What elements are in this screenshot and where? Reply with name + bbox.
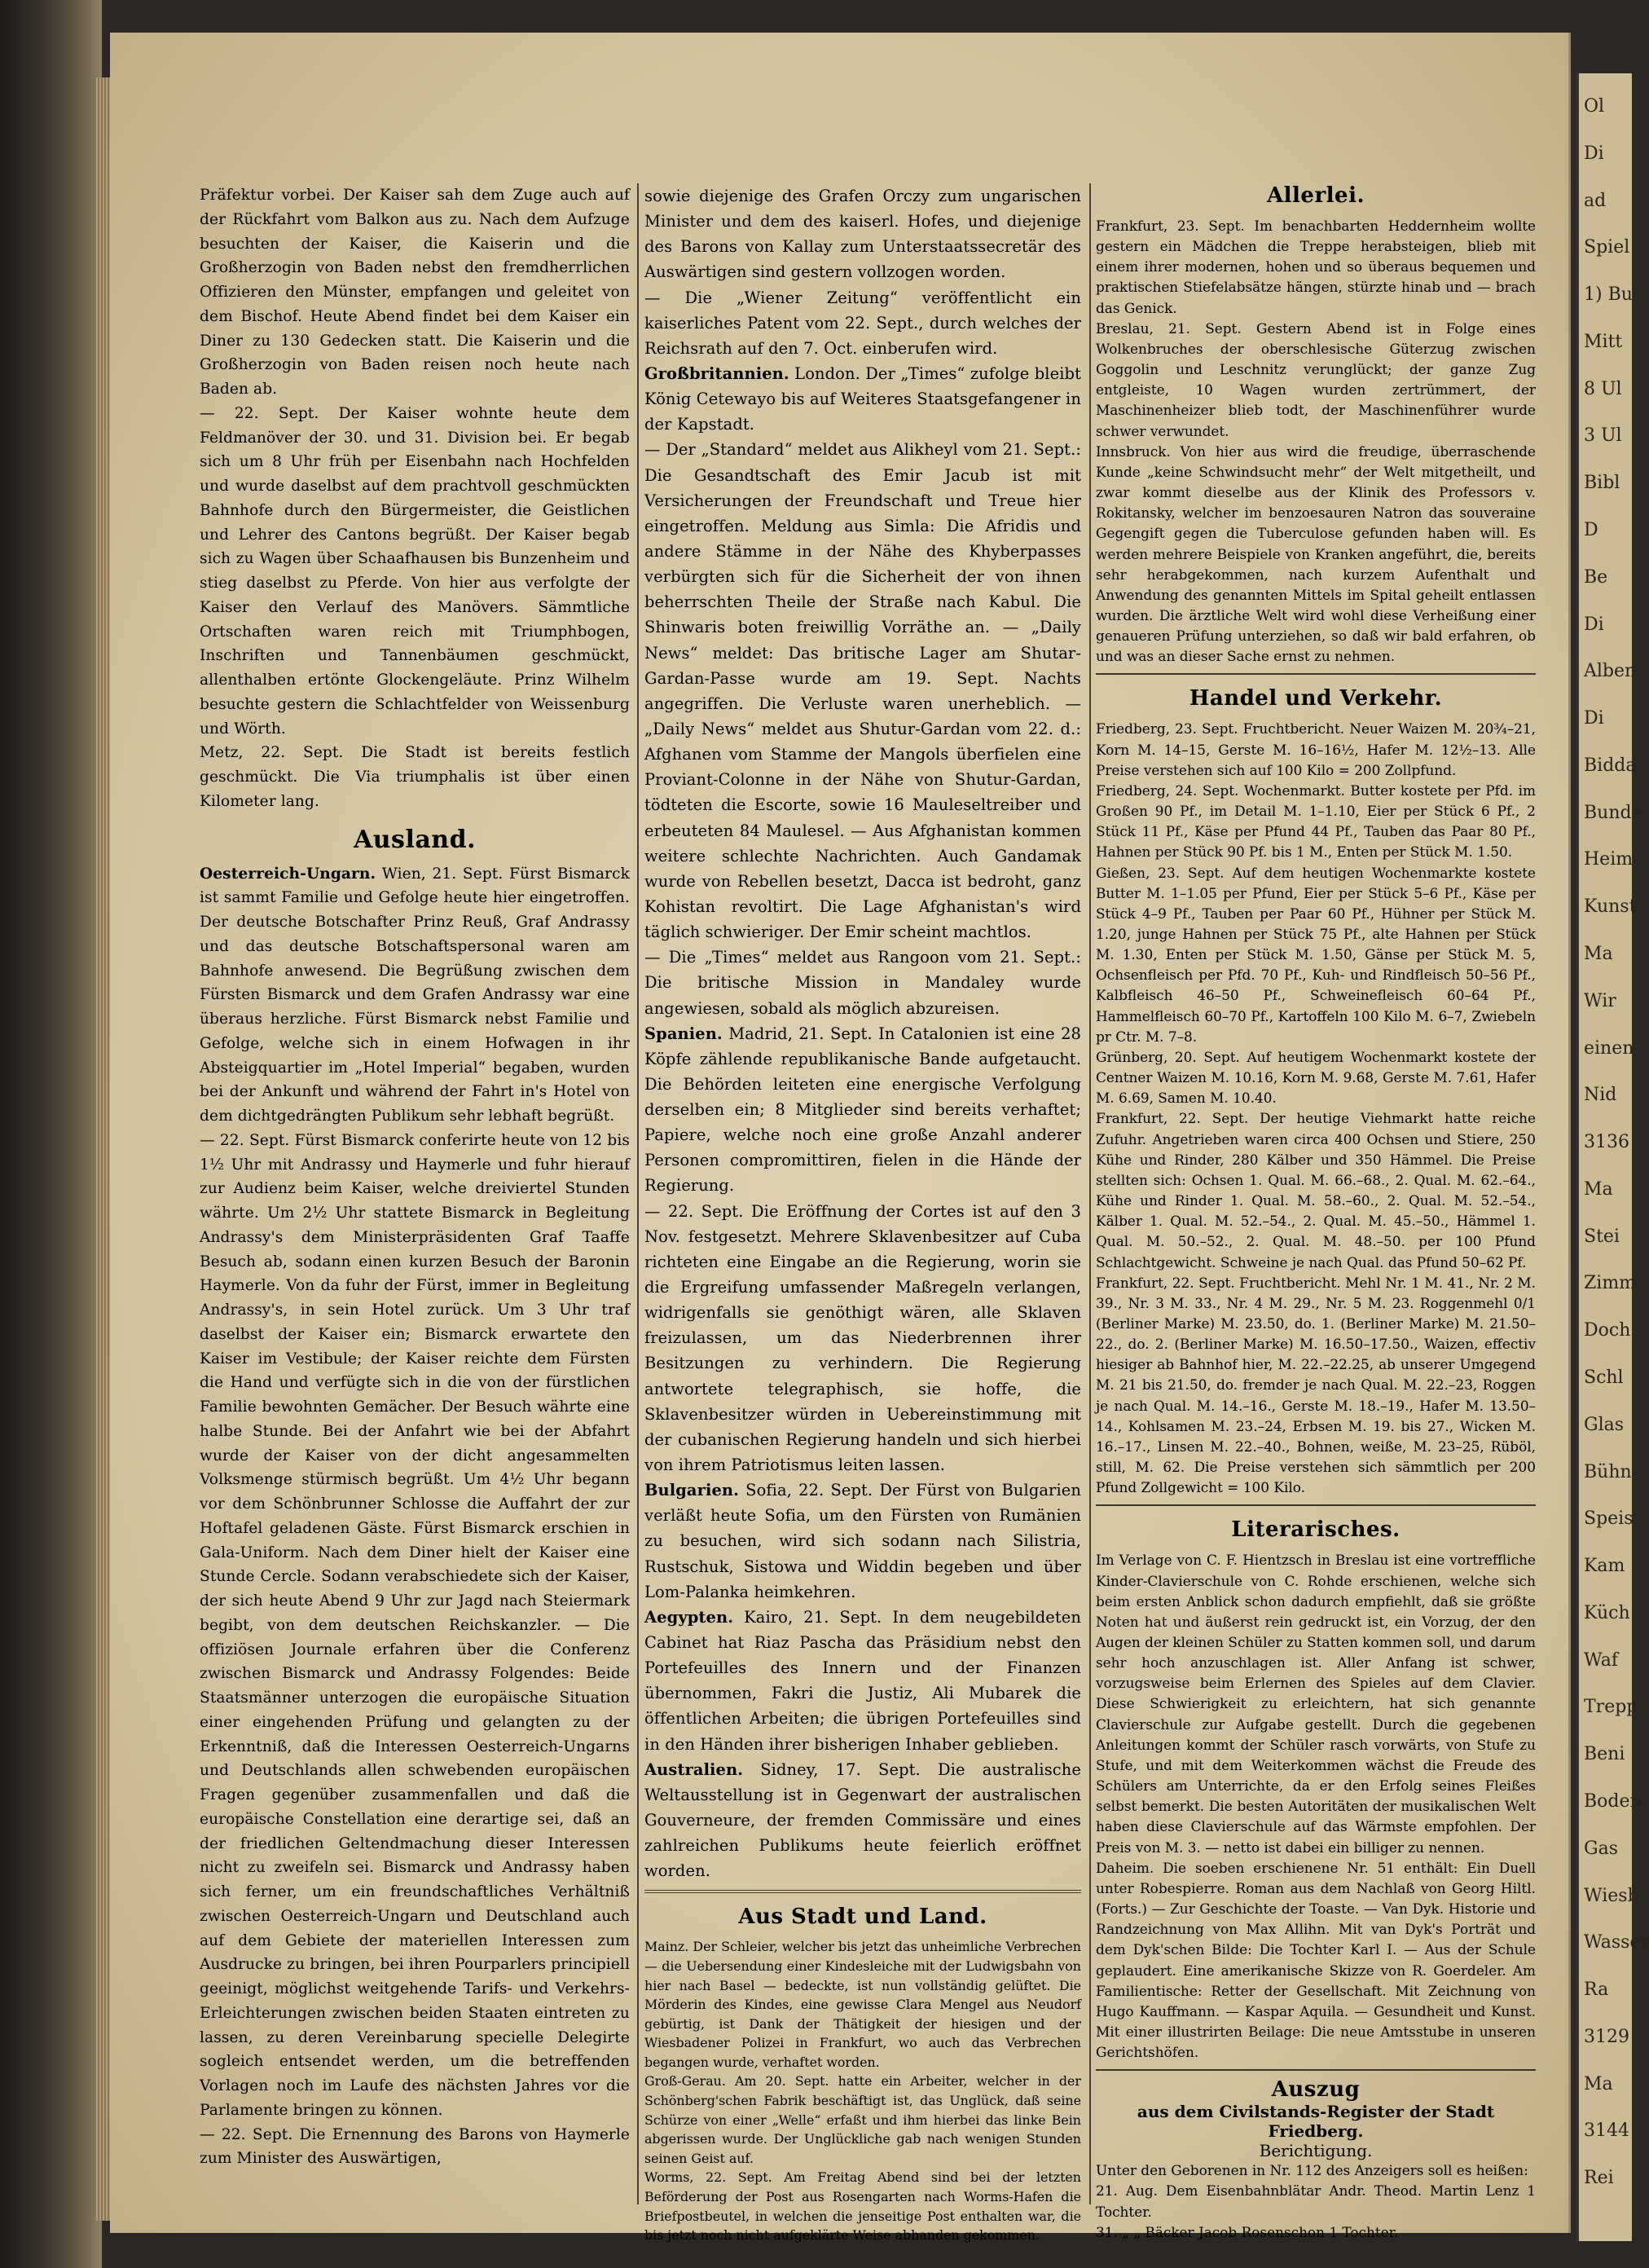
adjacent-page-fragment: Ma	[1584, 2073, 1613, 2094]
article-text: Madrid, 21. Sept. In Catalonien ist eine 28 Köpfe zählende republikanische Bande aufgetaucht. Die Behörden leiteten eine energische Verfolgung derselben ein; 8 Mitglieder sind bereits verhaftet; Papiere, welche noch eine große Anzahl anderer Personen compromittiren, fielen in die Hände der Regierung.	[644, 1024, 1081, 1196]
adjacent-page-fragment: ad	[1584, 190, 1607, 211]
country-label: Aegypten.	[644, 1607, 734, 1627]
article-strassburg-2: — 22. Sept. Der Kaiser wohnte heute dem Feldmanöver der 30. und 31. Division bei. Er begab sich um 8 Uhr früh per Eisenbahn nach Hochfelden und wurde daselbst auf dem prachtvoll geschmückten Bahnhofe durch den Bürgermeister, die Geistlichen und Lehrer des Cantons begrüßt. Der Kaiser begab sich zu Wagen über Schaafhausen bis Bunzenheim und stieg daselbst zu Pferde. Von hier aus verfolgte der Kaiser den Verlauf des Manövers. Sämmtliche Ortschaften waren reich mit Triumphbogen, Inschriften und Tannenbäumen geschmückt, allenthalben ertönte Glockengeläute. Prinz Wilhelm besuchte gestern die Schlachtfelder von Weissenburg und Wörth.	[200, 404, 630, 738]
register-subtitle: aus dem Civilstands-Register der Stadt Friedberg.	[1137, 2102, 1495, 2142]
adjacent-page-fragment: Rei	[1584, 2168, 1614, 2189]
market-frankfurt-frucht: Frankfurt, 22. Sept. Fruchtbericht. Mehl Nr. 1 M. 41., Nr. 2 M. 39., Nr. 3 M. 33., Nr. 4 M. 29., Nr. 5 M. 23. Roggenmehl 0/1 (Berliner Marke) M. 23.50, do. 1. (Berliner Marke) M. 21.50–22., do. 2. (Berliner Marke) M. 16.50–17.50., Waizen, effectiv hiesiger ab Bahnhof hier, M. 22.–22.25, ab unserer Umgegend M. 21 bis 21.50, do. fremder je nach Qual. M. 22.–23, Roggen je nach Qual. M. 14.–16., Gerste M. 18.–19., Hafer M. 13.50–14., Kohlsamen M. 23.–24, Erbsen M. 19. bis 27., Wicken M. 16.–17., Linsen M. 22.–40., Bohnen, weiße, M. 23–25, Rüböl, still, M. 62. Die Preise verstehen sich sämmtlich per 200 Pfund Zollgewicht = 100 Kilo.	[1096, 1274, 1536, 1496]
adjacent-page-fragment: 3 Ul	[1584, 425, 1622, 447]
adjacent-page-fragment: Heim	[1584, 849, 1634, 870]
column-3	[1096, 183, 1536, 2243]
article-gross-gerau: Groß-Gerau. Am 20. Sept. hatte ein Arbeiter, welcher in der Schönberg'schen Fabrik beschäftigt ist, das Unglück, daß seine Schürze von einer „Welle“ erfaßt und ihm hierbei das linke Bein abgerissen wurde. Der Unglückliche gab nach wenigen Stunden seinen Geist auf.	[644, 2073, 1081, 2166]
adjacent-page-fragment: Glas	[1584, 1414, 1625, 1435]
article-spanien	[644, 1021, 1081, 1199]
adjacent-page-fragment: Schl	[1584, 1367, 1624, 1388]
article-text: Kairo, 21. Sept. In dem neugebildeten Cabinet hat Riaz Pascha das Präsidium nebst den Portefeuilles des Innern und der Finanzen übernommen, Fakri die Justiz, Ali Mubarek die öffentlichen Arbeiten; die übrigen Portefeuilles sind in den Händen ihrer bisherigen Inhaber geblieben.	[644, 1607, 1081, 1754]
market-friedberg-frucht: Friedberg, 23. Sept. Fruchtbericht. Neuer Waizen M. 20¾–21, Korn M. 14–15, Gerste M. 16–16½, Hafer M. 12½–13. Alle Preise verstehen sich auf 100 Kilo = 200 Zollpfund.	[1096, 720, 1536, 778]
market-gruenberg: Grünberg, 20. Sept. Auf heutigem Wochenmarkt kostete der Centner Waizen M. 10.16, Korn M. 9.68, Gerste M. 7.61, Hafer M. 6.69, Samen M. 10.40.	[1096, 1048, 1536, 1107]
section-heading-auszug: Auszug	[1271, 2077, 1361, 2103]
adjacent-page-fragment: Boden	[1584, 1791, 1642, 1812]
section-divider	[644, 1890, 1081, 1893]
adjacent-page-fragment: Doch	[1584, 1320, 1631, 1341]
section-heading-allerlei: Allerlei.	[1266, 183, 1365, 208]
country-label: Bulgarien.	[644, 1481, 740, 1500]
adjacent-page-fragment: 1) Bu	[1584, 284, 1633, 306]
column-2	[644, 183, 1081, 2245]
adjacent-page-fragment: einen	[1584, 1037, 1634, 1059]
article-ernennung: sowie diejenige des Grafen Orczy zum ungarischen Minister und dem des kaiserl. Hofes, und diejenige des Barons von Kallay zum Unterstaatssecretär des Auswärtigen sind gestern vollzogen worden.	[644, 187, 1081, 282]
adjacent-page-fragment: Zimm	[1584, 1273, 1637, 1294]
adjacent-page-fragment: Wiesb	[1584, 1885, 1639, 1906]
adjacent-page-fragment: Ma	[1584, 1178, 1613, 1200]
adjacent-page-fragment: Di	[1584, 708, 1604, 729]
adjacent-page-fragment: Beni	[1584, 1744, 1625, 1765]
column-1	[200, 183, 630, 2171]
register-entry-2: 31. „ „ Bäcker Jacob Rosenschon 1 Tochter.	[1096, 2223, 1399, 2240]
adjacent-page-fragment: Nid	[1584, 1085, 1617, 1106]
literary-clavierschule: Im Verlage von C. F. Hientzsch in Breslau ist eine vortreffliche Kinder-Clavierschule von C. Rohde erschienen, welche sich beim ersten Anblick schon dadurch empfiehlt, daß sie größte Noten hat und äußerst rein gedruckt ist, ein Vorzug, der den Augen der kleinen Schüler zu Statten kommen soll, und darum sehr hoch anzuschlagen ist. Aller Anfang ist schwer, vorzugsweise beim Erlernen des Spieles auf dem Clavier. Diese Schwierigkeit zu erleichtern, hat sich genannte Clavierschule zur Aufgabe gestellt. Durch die gegebenen Anleitungen kommt der Schüler rasch vorwärts, von Stufe zu Stufe, und mit dem Weiterkommen wächst die Freude des Schülers am Unterrichte, da er den Erfolg seines Fleißes selbst bemerkt. Die besten Autoritäten der musikalischen Welt haben diese Clavierschule auf das Wärmste empfohlen. Der Preis von M. 3. — netto ist dabei ein billiger zu nennen.	[1096, 1552, 1536, 1856]
article-text: London. Der „Times“ zufolge bleibt König Cetewayo bis auf Weiteres Staatsgefangener in der Kapstadt.	[644, 363, 1081, 434]
article-worms: Worms, 22. Sept. Am Freitag Abend sind bei der letzten Beförderung der Post aus Rosengarten nach Worms-Hafen die Briefpostbeutel, in welchen die jenseitige Post enthalten war, die bis jetzt noch nicht aufgeklärte Weise abhanden gekommen.	[644, 2169, 1081, 2244]
section-heading-handel: Handel und Verkehr.	[1189, 686, 1443, 711]
adjacent-page-fragment: 3136	[1584, 1132, 1629, 1153]
register-entry-1: 21. Aug. Dem Eisenbahnblätar Andr. Theod. Martin Lenz 1 Tochter.	[1096, 2182, 1536, 2220]
article-aegypten	[644, 1605, 1081, 1757]
adjacent-page-fragment: Gas	[1584, 1838, 1618, 1859]
article-mainz: Mainz. Der Schleier, welcher bis jetzt das unheimliche Verbrechen — die Uebersendung einer Kindesleiche mit der Ludwigsbahn von hier nach Basel — bedeckte, ist nun vollständig gelüftet. Die Mörderin des Kindes, eine gewisse Clara Mengel aus Neudorf gebürtig, ist Dank der Thätigkeit der hiesigen und der Wiesbadener Polizei in Frankfurt, wo auch das Verbrechen begangen wurde, verhaftet worden.	[644, 1939, 1081, 2070]
article-bulgarien	[644, 1478, 1081, 1605]
article-times: — Die „Times“ meldet aus Rangoon vom 21. Sept.: Die britische Mission in Mandaley wurde angewiesen, sobald als möglich abzureisen.	[644, 948, 1081, 1018]
country-label: Großbritannien.	[644, 363, 789, 383]
article-text: Wien, 21. Sept. Fürst Bismarck ist sammt Familie und Gefolge heute hier eingetroffen. Der deutsche Botschafter Prinz Reuß, Graf Andrassy und das deutsche Botschaftspersonal waren am Bahnhofe anwesend. Die Begrüßung zwischen dem Fürsten Bismarck und dem Grafen Andrassy war eine überaus herzliche. Fürst Bismarck nebst Familie und Gefolge, welche sich in einem Hofwagen in ihr Absteigquartier im „Hotel Imperial“ begaben, wurden bei der Ankunft und während der Fahrt in's Hotel von dem dichtgedrängten Publikum sehr lebhaft begrüßt.	[200, 865, 630, 1125]
article-standard: — Der „Standard“ meldet aus Alikheyl vom 21. Sept.: Die Gesandtschaft des Emir Jacub ist mit Versicherungen der Freundschaft und Treue hier eingetroffen. Meldung aus Simla: Die Afridis und andere Stämme in der Nähe des Khyberpasses verbürgten sich für die Sicherheit der von ihnen beherrschten Theile der Straße nach Kabul. Die Shinwaris boten freiwillig Vorräthe an. — „Daily News“ meldet: Das britische Lager am Shutar-Gardan-Passe wurde am 19. Sept. Nachts angegriffen. Die Verluste waren unerheblich. — „Daily News“ meldet aus Shutur-Gardan vom 22. d.: Afghanen vom Stamme der Mangols überfielen eine Proviant-Colonne in der Nähe von Shutur-Gardan, tödteten die Escorte, sowie 16 Mauleseltreiber und erbeuteten 84 Maulesel. — Aus Afghanistan kommen weitere schlechte Nachrichten. Auch Gandamak wurde von Rebellen besetzt, Dacca ist bedroht, ganz Kohistan revoltirt. Die Lage Afghanistan's wird täglich schwieriger. Der Emir scheint machtlos.	[644, 440, 1081, 942]
section-heading-ausland: Ausland.	[353, 825, 477, 854]
adjacent-page-fragment: Wir	[1584, 990, 1616, 1011]
correction-label: Berichtigung.	[1259, 2141, 1373, 2161]
adjacent-page-fragment: Kam	[1584, 1556, 1625, 1577]
article-metz: Metz, 22. Sept. Die Stadt ist bereits festlich geschmückt. Die Via triumphalis ist über einen Kilometer lang.	[200, 744, 630, 810]
adjacent-page-fragment: Bibl	[1584, 473, 1620, 494]
adjacent-page-fragment: Ol	[1584, 96, 1605, 117]
newspaper-page	[110, 33, 1571, 2244]
country-label: Oesterreich-Ungarn.	[200, 865, 376, 883]
article-frankfurt: Frankfurt, 23. Sept. Im benachbarten Heddernheim wollte gestern ein Mädchen die Treppe herabsteigen, blieb mit einem ihrer modernen, hohen und so überaus bequemen und praktischen Stiefelabsätze hängen, stürzte hinab und — brach das Genick.	[1096, 218, 1536, 316]
register-note: Unter den Geborenen in Nr. 112 des Anzeigers soll es heißen:	[1096, 2162, 1528, 2179]
market-friedberg-wochenmarkt: Friedberg, 24. Sept. Wochenmarkt. Butter kostete per Pfd. im Großen 90 Pf., im Detail M. 1–1.10, Eier per Stück 6 Pf., 2 Stück 11 Pf., Käse per Pfund 44 Pf., Tauben das Paar 80 Pf., Hahnen per Stück 90 Pf. bis 1 M., Enten per Stück M. 1.50.	[1096, 782, 1536, 861]
article-wiener-zeitung: — Die „Wiener Zeitung“ veröffentlicht ein kaiserliches Patent vom 22. Sept., durch welches der Reichsrath auf den 7. Oct. einberufen wird.	[644, 288, 1081, 358]
article-wien-22: — 22. Sept. Fürst Bismarck conferirte heute von 12 bis 1½ Uhr mit Andrassy und Haymerle und fuhr hierauf zur Audienz beim Kaiser, welche dreiviertel Stunden währte. Um 2½ Uhr stattete Bismarck in Begleitung Andrassy's dem Ministerpräsidenten Graf Taaffe Besuch ab, sodann einen kurzen Besuch der Baronin Haymerle. Von da fuhr der Fürst, immer in Begleitung Andrassy's, in sein Hotel zurück. Um 3 Uhr traf daselbst der Kaiser ein; Bismarck erwartete den Kaiser im Vestibule; der Kaiser reichte dem Fürsten die Hand und verfügte sich in die von der fürstlichen Familie bewohnten Gemächer. Der Besuch währte eine halbe Stunde. Bei der Anfahrt wie bei der Abfahrt wurde der Kaiser von der dicht angesammelten Volksmenge stürmisch begrüßt. Um 4½ Uhr begann vor dem Schönbrunner Schlosse die Auffahrt der zur Hoftafel geladenen Gäste. Fürst Bismarck erschien in Gala-Uniform. Nach dem Diner hielt der Kaiser eine Stunde Cercle. Sodann verabschiedete sich der Kaiser, der sich heute Abend 9 Uhr zur Jagd nach Steiermark begibt, von dem deutschen Reichskanzler. — Die offiziösen Journale erfahren über die Conferenz zwischen Bismarck und Andrassy Folgendes: Beide Staatsmänner unterzogen die europäische Situation einer eingehenden Prüfung und gelangten zu der Erkenntniß, daß die Interessen Oesterreich-Ungarns und Deutschlands allen schwebenden europäischen Fragen gegenüber zusammenfallen und daß die europäische Constellation eine derartige sei, daß an der friedlichen Geltendmachung dieser Interessen nicht zu zweifeln sei. Bismarck und Andrassy haben sich ferner, um ein freundschaftliches Verhältniß zwischen Oesterreich-Ungarn und Deutschland auch auf dem Gebiete der materiellen Interessen zum Ausdrucke zu bringen, bei ihren Pourparlers principiell geeinigt, möglichst weitgehende Tarifs- und Verkehrs-Erleichterungen zwischen beiden Staaten eintreten zu lassen, zu deren Vereinbarung specielle Delegirte sogleich entsendet werden, um die betreffenden Vorlagen noch im Laufe des nächsten Jahres vor die Parlamente bringen zu können.	[200, 1131, 630, 2119]
adjacent-page-fragment: 3144	[1584, 2120, 1629, 2142]
book-binding	[0, 0, 102, 2268]
market-frankfurt-vieh: Frankfurt, 22. Sept. Der heutige Viehmarkt hatte reiche Zufuhr. Angetrieben waren circa 400 Ochsen und Stiere, 250 Kühe und Rinder, 280 Kälber und 350 Hämmel. Die Preise stellten sich: Ochsen 1. Qual. M. 66.–68., 2. Qual. M. 62.–64., Kühe und Rinder 1. Qual. M. 58.–60., 2. Qual. M. 52.–54., Kälber 1. Qual. M. 52.–54., 2. Qual. M. 45.–50., Hämmel 1. Qual. M. 50.–52., 2. Qual. M. 48.–50. per 100 Pfund Schlachtgewicht. Schweine je nach Qual. das Pfund 50–62 Pf.	[1096, 1110, 1536, 1271]
article-strassburg-1: Präfektur vorbei. Der Kaiser sah dem Zuge auch auf der Rückfahrt vom Balkon aus zu. Nach dem Aufzuge besuchten der Kaiser, die Kaiserin und die Großherzogin von Baden nebst den fremdherrlichen Offizieren den Münster, empfangen und geleitet von dem Bischof. Heute Abend findet bei dem Kaiser ein Diner zu 130 Gedecken statt. Die Kaiserin und die Großherzogin von Baden reisen noch heute nach Baden ab.	[200, 187, 630, 398]
adjacent-page-fragment: Trepp	[1584, 1697, 1638, 1718]
section-divider	[1096, 2069, 1536, 2071]
adjacent-page-fragment: Küch	[1584, 1602, 1630, 1623]
adjacent-page-fragment: Wasser	[1584, 1932, 1649, 1953]
adjacent-page-fragment: Di	[1584, 143, 1604, 164]
country-label: Spanien.	[644, 1024, 723, 1043]
article-cortes: — 22. Sept. Die Eröffnung der Cortes ist auf den 3 Nov. festgesetzt. Mehrere Sklavenbesitzer auf Cuba richteten eine Eingabe an die Regierung, worin sie die Ergreifung umfassender Maßregeln verlangen, widrigenfalls sie genöthigt wären, alle Sklaven freizulassen, um das Niederbrennen ihrer Besitzungen zu verhindern. Die Regierung antwortete telegraphisch, sie hoffe, die Sklavenbesitzer würden in Uebereinstimmung mit der cubanischen Regierung handeln und sich hierbei von ihrem Patriotismus leiten lassen.	[644, 1201, 1081, 1475]
article-grossbritannien	[644, 361, 1081, 437]
adjacent-page-fragment: Kunst	[1584, 896, 1637, 918]
adjacent-page-fragment: Bunde	[1584, 802, 1642, 823]
adjacent-page-fragment: Alben	[1584, 661, 1637, 682]
adjacent-page-edge	[1576, 73, 1649, 2241]
adjacent-page-fragment: 8 Ul	[1584, 378, 1622, 399]
adjacent-page-fragment: 3129	[1584, 2026, 1629, 2047]
adjacent-page-fragment: Stei	[1584, 1226, 1620, 1247]
market-giessen: Gießen, 23. Sept. Auf dem heutigen Wochenmarkte kostete Butter M. 1–1.05 per Pfund, Eier per Stück 5–6 Pf., Käse per Stück 4–9 Pf., Tauben per Paar 60 Pf., Hühner per Stück M. 1.20, junge Hahnen per Stück 75 Pf., alte Hahnen per Stück M. 1.30, Enten per Stück M. 1.50, Gänse per Stück M. 5, Ochsenfleisch per Pfd. 70 Pf., Kuh- und Rindfleisch 50–56 Pf., Kalbfleisch 46–50 Pf., Schweinefleisch 60–64 Pf., Hammelfleisch 60–70 Pf., Kartoffeln 100 Kilo M. 6–7, Zwiebeln pr Ctr. M. 7–8.	[1096, 864, 1536, 1045]
adjacent-page-fragment: D	[1584, 520, 1598, 540]
column-rule-2	[1089, 183, 1091, 2204]
adjacent-page-fragment: Di	[1584, 614, 1604, 635]
article-haymerle: — 22. Sept. Die Ernennung des Barons von Haymerle zum Minister des Auswärtigen,	[200, 2125, 630, 2168]
adjacent-page-fragment: Spiel	[1584, 237, 1630, 258]
article-text: Sofia, 22. Sept. Der Fürst von Bulgarien verläßt heute Sofia, um den Fürsten von Rumänien zu besuchen, wird sich sodann nach Silistria, Rustschuk, Sistowa und Widdin begeben und über Lom-Palanka heimkehren.	[644, 1481, 1081, 1601]
adjacent-page-fragment: Bühn	[1584, 1461, 1632, 1482]
literary-daheim: Daheim. Die soeben erschienene Nr. 51 enthält: Ein Duell unter Robespierre. Roman aus dem Nachlaß von Georg Hiltl. (Forts.) — Zur Geschichte der Toaste. — Van Dyk. Historie und Randzeichnung von Max Allihn. Mit van Dyk's Porträt und dem Dyk'schen Bilde: Die Tochter Karl I. — Aus der Schule geplaudert. Eine amerikanische Skizze von R. Goerdeler. Am Familientische: Retter der Gesellschaft. Mit Zeichnung von Hugo Kauffmann. — Kaspar Aquila. — Gesundheit und Kunst. Mit einer illustrirten Beilage: Die neue Amtsstube in unseren Gerichtshöfen.	[1096, 1859, 1536, 2061]
adjacent-page-fragment: Be	[1584, 566, 1608, 588]
adjacent-page-fragment: Ra	[1584, 1980, 1609, 2001]
country-label: Australien.	[644, 1759, 744, 1779]
adjacent-page-fragment: Bidda	[1584, 755, 1637, 776]
adjacent-page-fragment: Ma	[1584, 944, 1613, 964]
article-breslau: Breslau, 21. Sept. Gestern Abend ist in Folge eines Wolkenbruches der oberschlesische Güterzug zwischen Goggolin und Leschnitz verunglückt; der ganze Zug entgleiste, 10 Wagen wurden zertrümmert, der Maschinenheizer blieb todt, der Maschinenführer wurde schwer verwundet.	[1096, 319, 1536, 439]
article-australien	[644, 1757, 1081, 1884]
section-heading-stadt-und-land: Aus Stadt und Land.	[738, 1905, 987, 1930]
section-heading-literarisches: Literarisches.	[1231, 1517, 1401, 1543]
article-oesterreich-ungarn	[200, 862, 630, 1129]
adjacent-page-fragment: Waf	[1584, 1649, 1618, 1671]
adjacent-page-fragment: Mitt	[1584, 331, 1623, 352]
column-rule-1	[637, 183, 639, 2204]
article-innsbruck: Innsbruck. Von hier aus wird die freudige, überraschende Kunde „keine Schwindsucht mehr“ der Welt mitgetheilt, und zwar kommt dieselbe aus der Klinik des Professors v. Rokitansky, welcher im benzoesauren Natron das souveraine Gegengift gegen die Tuberculose gefunden haben will. Es werden mehrere Beispiele von Kranken angeführt, die, bereits sehr herabgekommen, nach kurzem Aufenthalt und Anwendung des genannten Mittels im Spital geheilt entlassen wurden. Die ärztliche Welt wird wohl diese Verheißung einer genaueren Prüfung unterziehen, so daß wir bald erfahren, ob und was an dieser Sache ernst zu nehmen.	[1096, 443, 1536, 665]
adjacent-page-fragment: Speis	[1584, 1508, 1634, 1530]
section-divider	[1096, 1504, 1536, 1506]
section-divider	[1096, 673, 1536, 675]
article-text: Sidney, 17. Sept. Die australische Weltausstellung ist in Gegenwart der australischen Gouverneure, der fremden Commissäre und eines zahlreichen Publikums heute feierlich eröffnet worden.	[644, 1759, 1081, 1881]
